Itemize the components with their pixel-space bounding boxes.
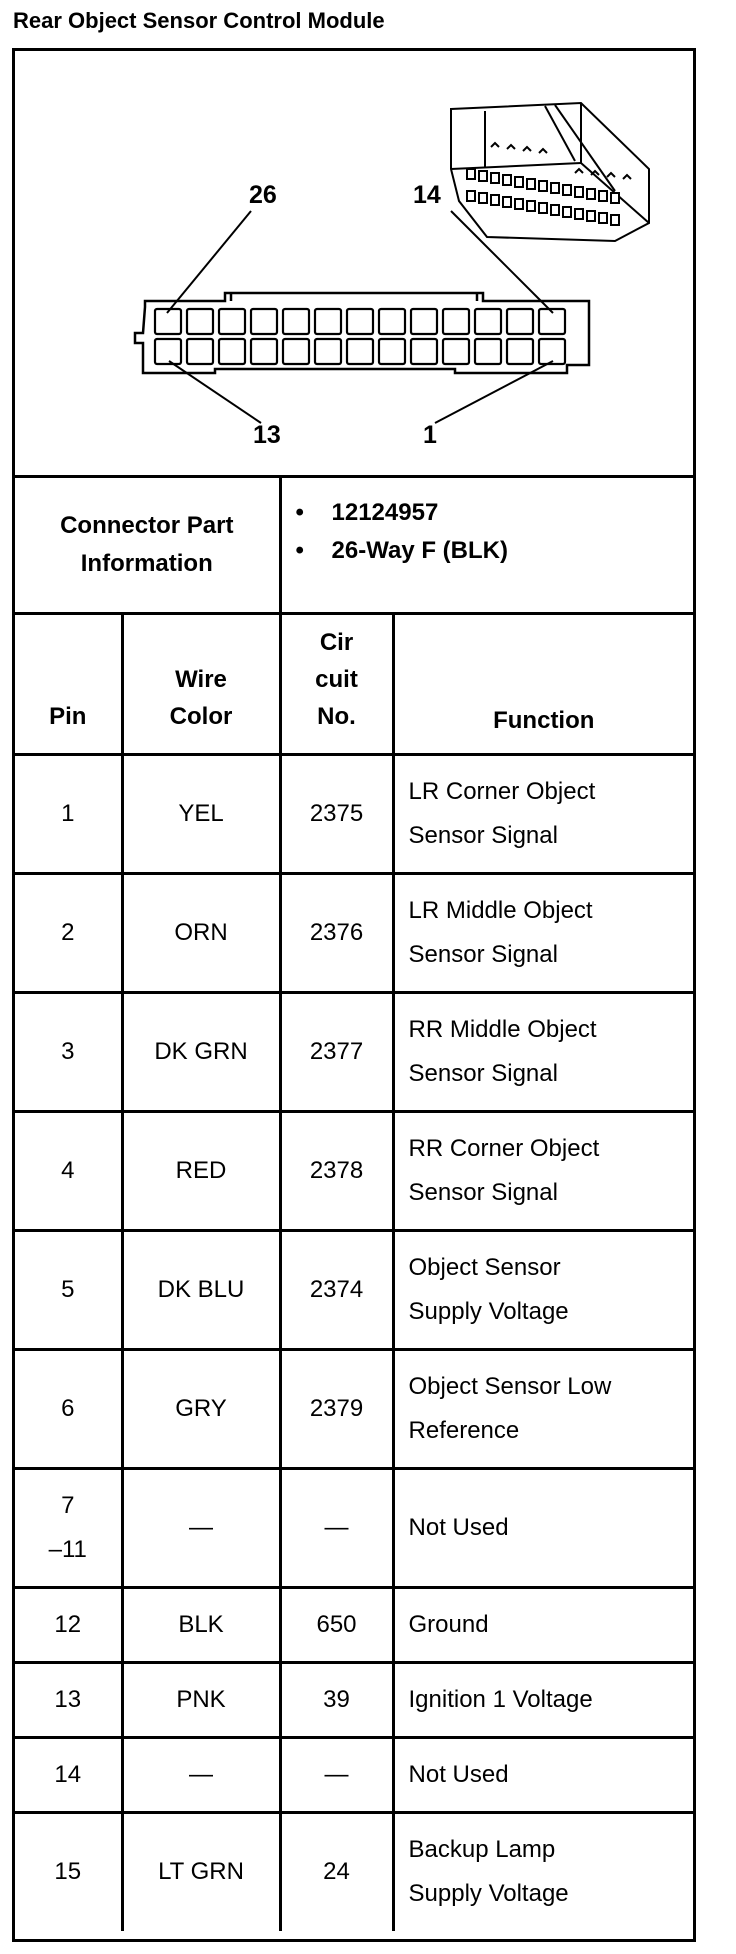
table-row	[15, 1588, 693, 1663]
function-cell: Object Sensor Supply Voltage	[393, 1231, 693, 1350]
wire-color-cell: PNK	[122, 1663, 280, 1738]
function-cell: RR Corner Object Sensor Signal	[393, 1112, 693, 1231]
function-cell: Not Used	[393, 1469, 693, 1588]
pin-cell: 4	[15, 1112, 122, 1231]
wire-color-cell: GRY	[122, 1350, 280, 1469]
wire-color-cell: RED	[122, 1112, 280, 1231]
circuit-cell: 2379	[280, 1350, 393, 1469]
connector-diagram	[15, 51, 693, 475]
pin-cell: 7 –11	[15, 1469, 122, 1588]
circuit-cell: 2377	[280, 993, 393, 1112]
header-pin: Pin	[15, 614, 122, 755]
circuit-cell: —	[280, 1469, 393, 1588]
connector-isometric-icon	[451, 103, 649, 241]
pin-cell: 5	[15, 1231, 122, 1350]
pin-14-callout: 14	[413, 181, 441, 209]
circuit-cell: 2374	[280, 1231, 393, 1350]
part-number: 12124957	[331, 499, 439, 526]
function-cell: Ground	[393, 1588, 693, 1663]
pin-cell: 1	[15, 755, 122, 874]
connector-face-drawing	[15, 51, 693, 475]
pin-cell: 13	[15, 1663, 122, 1738]
table-row	[15, 1231, 693, 1350]
connector-info-values	[280, 477, 693, 614]
function-cell: Object Sensor Low Reference	[393, 1350, 693, 1469]
table-row	[15, 755, 693, 874]
function-cell: Ignition 1 Voltage	[393, 1663, 693, 1738]
pin-cell: 6	[15, 1350, 122, 1469]
circuit-cell: 39	[280, 1663, 393, 1738]
table-row	[15, 1738, 693, 1813]
table-row	[15, 1350, 693, 1469]
pin-cell: 14	[15, 1738, 122, 1813]
wire-color-cell: BLK	[122, 1588, 280, 1663]
connector-type: 26-Way F (BLK)	[331, 537, 508, 564]
table-row	[15, 1469, 693, 1588]
circuit-cell: —	[280, 1738, 393, 1813]
table-row	[15, 993, 693, 1112]
header-row	[15, 614, 693, 755]
wire-color-cell: DK GRN	[122, 993, 280, 1112]
connector-info-label-line2: Information	[80, 550, 213, 577]
wire-color-cell: —	[122, 1738, 280, 1813]
circuit-cell: 2376	[280, 874, 393, 993]
pin-cell: 2	[15, 874, 122, 993]
wire-color-cell: LT GRN	[122, 1813, 280, 1931]
pin-13-callout: 13	[253, 421, 281, 449]
circuit-cell: 24	[280, 1813, 393, 1931]
header-circuit-no: Cir cuit No.	[280, 614, 393, 755]
part-number-item: • 12124957	[295, 499, 439, 526]
connector-info-label-line1: Connector Part	[60, 512, 234, 539]
table-row	[15, 1663, 693, 1738]
pin-cell: 15	[15, 1813, 122, 1931]
header-function: Function	[393, 614, 693, 755]
table-row	[15, 874, 693, 993]
wire-color-cell: DK BLU	[122, 1231, 280, 1350]
circuit-cell: 2375	[280, 755, 393, 874]
function-cell: RR Middle Object Sensor Signal	[393, 993, 693, 1112]
function-cell: Not Used	[393, 1738, 693, 1813]
connector-info-row	[15, 477, 693, 614]
pin-cell: 3	[15, 993, 122, 1112]
function-cell: Backup Lamp Supply Voltage	[393, 1813, 693, 1931]
pin-1-callout: 1	[423, 421, 437, 449]
pin-26-callout: 26	[249, 181, 277, 209]
function-cell: LR Corner Object Sensor Signal	[393, 755, 693, 874]
pinout-table	[15, 475, 693, 1931]
header-wire-color: Wire Color	[122, 614, 280, 755]
wire-color-cell: YEL	[122, 755, 280, 874]
wire-color-cell: —	[122, 1469, 280, 1588]
pin-cell: 12	[15, 1588, 122, 1663]
table-row	[15, 1112, 693, 1231]
connector-type-item: • 26-Way F (BLK)	[295, 537, 508, 564]
circuit-cell: 650	[280, 1588, 393, 1663]
connector-table-frame	[12, 48, 696, 1942]
circuit-cell: 2378	[280, 1112, 393, 1231]
wire-color-cell: ORN	[122, 874, 280, 993]
table-row	[15, 1813, 693, 1931]
function-cell: LR Middle Object Sensor Signal	[393, 874, 693, 993]
connector-info-label	[15, 477, 280, 614]
page-title: Rear Object Sensor Control Module	[13, 8, 385, 33]
